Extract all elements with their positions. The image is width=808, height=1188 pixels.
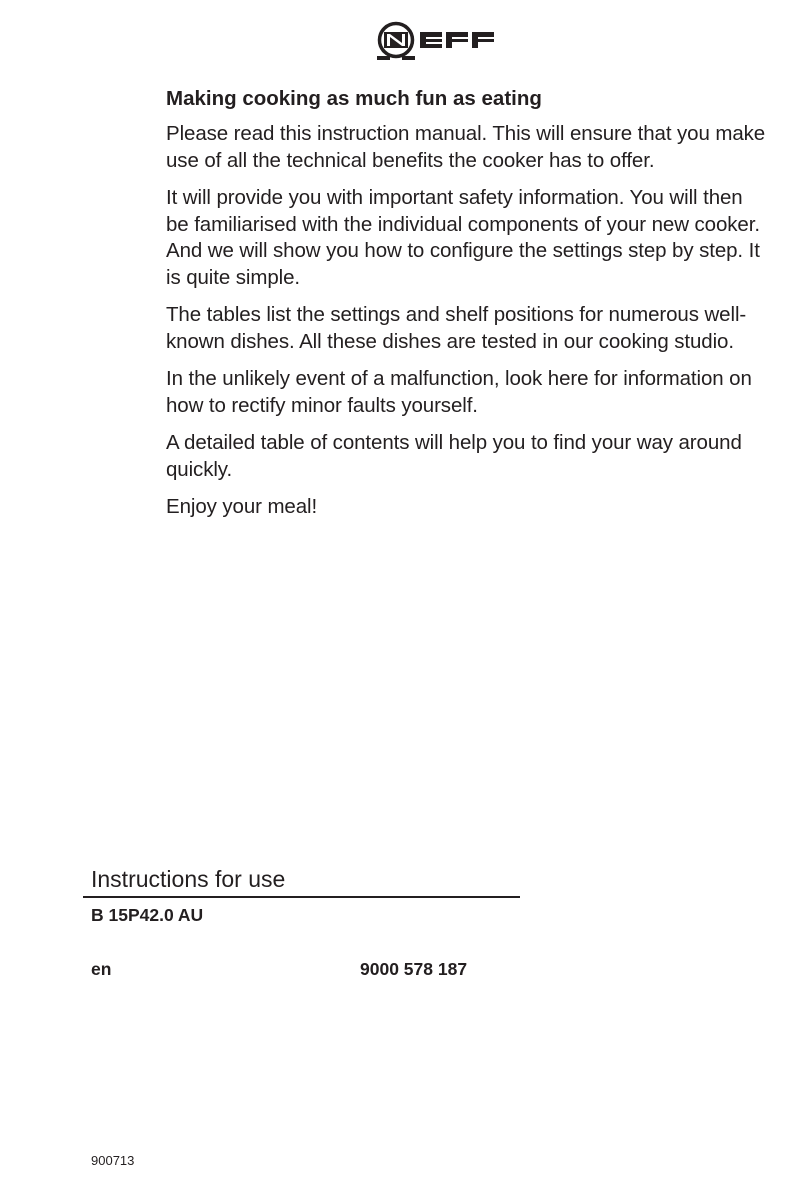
neff-omega-logo-icon xyxy=(377,24,415,61)
document-title: Instructions for use xyxy=(91,866,286,892)
intro-paragraph: Enjoy your meal! xyxy=(166,495,318,518)
neff-wordmark xyxy=(420,32,494,53)
intro-heading: Making cooking as much fun as eating xyxy=(166,87,542,110)
title-divider xyxy=(83,896,520,898)
part-number: 9000 578 187 xyxy=(360,959,468,979)
neff-logo xyxy=(374,20,510,66)
intro-section xyxy=(166,86,766,532)
language-code: en xyxy=(91,959,112,979)
intro-paragraph: The tables list the settings and shelf positions for numerous well-known dishes. All these dishes are tested in our cooking studio. xyxy=(166,303,747,353)
intro-paragraph: In the unlikely event of a malfunction, look here for information on how to rectify minor faults yourself. xyxy=(166,367,752,417)
intro-paragraph: It will provide you with important safety information. You will then be familiarised with the individual components of your new cooker. And we will show you how to configure the settings step by step. It is quite simple. xyxy=(166,186,760,289)
intro-paragraph: Please read this instruction manual. This will ensure that you make use of all the technical benefits the cooker has to offer. xyxy=(166,122,766,172)
print-code: 900713 xyxy=(91,1153,135,1168)
intro-paragraph: A detailed table of contents will help you to find your way around quickly. xyxy=(166,431,742,481)
model-number: B 15P42.0 AU xyxy=(91,905,204,925)
